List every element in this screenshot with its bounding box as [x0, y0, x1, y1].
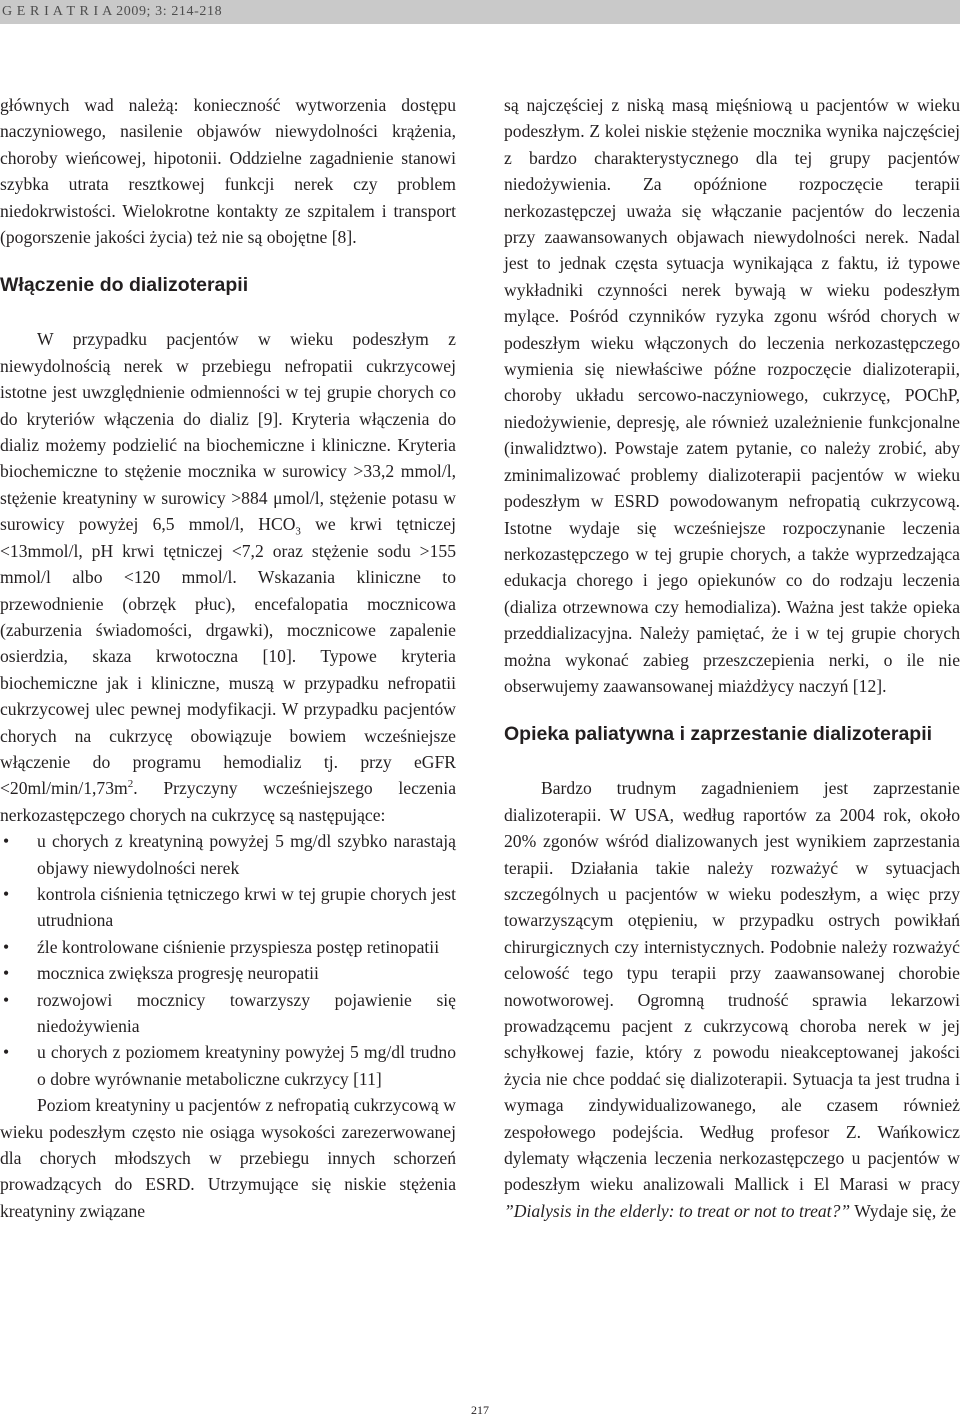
right-paragraph-2-part-a: Bardzo trudnym zagadnieniem jest zaprzestanie dializoterapii. W USA, według raportów za 2004 rok, około 20% zgonów wśród dializowanych jest wynikiem zaprzestania terapii. Działania takie należy rozważyć w sytuacjach szczególnych u pacjentów w wieku podeszłym, a więc przy towarzyszącym otępieniu, w przypadku ostrych powikłań chirurgicznych czy internistycznych. Podobnie należy rozważyć celowość tego typu terapii przy zaawansowanej chorobie nowotworowej. Ogromną trudność sprawia lekarzowi prowadzącemu pacjent z cukrzycową choroba nerek w jej schyłkowej fazie, który z powodu nieakceptowanej jakości życia nie chce poddać się dializoterapii. Sytuacja ta jest trudna i wymaga zindywidualizowanego, ale czasem również zespołowego podejścia. Według profesor Z. Wańkowicz dylematy włączenia leczenia nerkozastępczego u pacjentów w podeszłym wieku analizowali Mallick i El Marasi w pracy	[504, 778, 960, 1195]
right-column	[504, 92, 960, 1224]
right-paragraph-2	[504, 775, 960, 1224]
section-heading-palliative-care: Opieka paliatywna i zaprzestanie dializoterapii	[504, 723, 933, 746]
right-paragraph-2-part-b: Wydaje się, że	[850, 1200, 957, 1221]
bullet-item: • u chorych z kreatyniną powyżej 5 mg/dl szybko narastają objawy niewydolności nerek	[0, 828, 456, 881]
left-paragraph-2	[0, 326, 456, 828]
right-paragraph-1: są najczęściej z niską masą mięśniową u pacjentów w wieku podeszłym. Z kolei niskie stężenie mocznika wynika najczęściej z bardzo charakterystycznego dla tej grupy pacjentów niedożywienia. Za opóźnione rozpoczęcie terapii nerkozastępczej uważa się włączanie pacjentów do leczenia przy zaawansowanych objawach niewydolności nerek. Nadal jest to jednak częsta sytuacja wynikająca z faktu, iż typowe wykładniki czynności nerek bywają w wieku podeszłym mylące. Pośród czynników ryzyka zgonu wśród chorych w podeszłym wieku włączonych do leczenia nerkozastępczego wymienia się niewłaściwe późne rozpoczęcie dializoterapii, choroby układu sercowo-naczyniowego, cukrzycę, POChP, niedożywienie, depresję, ale również uzależnienie funkcjonalne (inwalidztwo). Powstaje zatem pytanie, co należy zrobić, aby zminimalizować problemy dializoterapii pacjentów w wieku podeszłym w ESRD powodowanym nefropatią cukrzycową. Istotne wydaje się wcześniejsze rozpoczynanie leczenia nerkozastępczego w tej grupie chorych, a także wyprzedzająca edukacja chorego i jego opiekunów co do rodzaju leczenia (dializa otrzewnowa czy hemodializa). Ważna jest także opieka przeddializacyjna. Należy pamiętać, że i w tej grupie chorych można wykonać zabieg przeszczepienia nerki, o ile nie obserwujemy zaawansowanej miażdżycy naczyń [12].	[504, 95, 960, 696]
page-number: 217	[471, 1403, 489, 1417]
bullet-item: • kontrola ciśnienia tętniczego krwi w tej grupie chorych jest utrudniona	[0, 881, 456, 934]
bullet-item: • rozwojowi mocznicy towarzyszy pojawienie się niedożywienia	[0, 987, 456, 1040]
journal-header-bar	[0, 0, 960, 24]
journal-citation: G E R I A T R I A 2009; 3: 214-218	[2, 4, 223, 19]
left-column	[0, 92, 456, 1224]
left-paragraph-2-part-b: we krwi tętniczej <13mmol/l, pH krwi tętniczej <7,2 oraz stężenie sodu >155 mmol/l albo <120 mmol/l. Wskazania kliniczne to przewodnienie (obrzęk płuc), encefalopatia mocznicowa (zaburzenia świadomości, drgawki), mocznicowe zapalenie osierdzia, skaza krwotoczna [10]. Typowe kryteria biochemiczne jak i kliniczne, muszą w przypadku nefropatii cukrzycowej ulec pewnej modyfikacji. W przypadku pacjentów chorych na cukrzycę obowiązuje bowiem wcześniejsze włączenie do programu hemodializ tj. przy eGFR <20ml/min/1,73m	[0, 514, 456, 799]
bullet-item: • źle kontrolowane ciśnienie przyspiesza postęp retinopatii	[0, 934, 456, 960]
hco3-subscript: 3	[295, 525, 301, 538]
left-paragraph-1: głównych wad należą: konieczność wytworzenia dostępu naczyniowego, nasilenie objawów niewydolności krążenia, choroby wieńcowej, hipotonii. Oddzielne zagadnienie stanowi szybka utrata resztkowej funkcji nerek czy problem niedokrwistości. Wielokrotne kontakty ze szpitalem i transport (pogorszenie jakości życia) też nie są obojętne [8].	[0, 95, 456, 248]
left-paragraph-2-part-c: . Przyczyny wcześniejszego leczenia nerkozastępczego chorych na cukrzycę są następujące:	[0, 778, 456, 825]
left-paragraph-3: Poziom kreatyniny u pacjentów z nefropatią cukrzycową w wieku podeszłym często nie osiąga wysokości zarezerwowanej dla chorych młodszych w przebiegu innych schorzeń prowadzących do ESRD. Utrzymujące się niskie stężenia kreatyniny związane	[0, 1095, 456, 1221]
bullet-item: • u chorych z poziomem kreatyniny powyżej 5 mg/dl trudno o dobre wyrównanie metaboliczne cukrzycy [11]	[0, 1039, 456, 1092]
cited-work-title: ”Dialysis in the elderly: to treat or not to treat?”	[504, 1200, 851, 1221]
m2-superscript: 2	[127, 778, 134, 791]
bullet-item: • mocznica zwiększa progresję neuropatii	[0, 960, 456, 986]
section-heading-dialysis-initiation: Włączenie do dializoterapii	[0, 274, 249, 297]
reasons-bullet-list	[0, 828, 456, 1092]
left-paragraph-2-part-a: W przypadku pacjentów w wieku podeszłym z niewydolnością nerek w przebiegu nefropatii cukrzycowej istotne jest uwzględnienie odmienności w tej grupie chorych co do kryteriów włączenia do dializ [9]. Kryteria włączenia do dializ możemy podzielić na biochemiczne i kliniczne. Kryteria biochemiczne to stężenie mocznika w surowicy >33,2 mmol/l, stężenie kreatyniny w surowicy >884 μmol/l, stężenie potasu w surowicy powyżej 6,5 mmol/l, HCO	[0, 329, 456, 535]
